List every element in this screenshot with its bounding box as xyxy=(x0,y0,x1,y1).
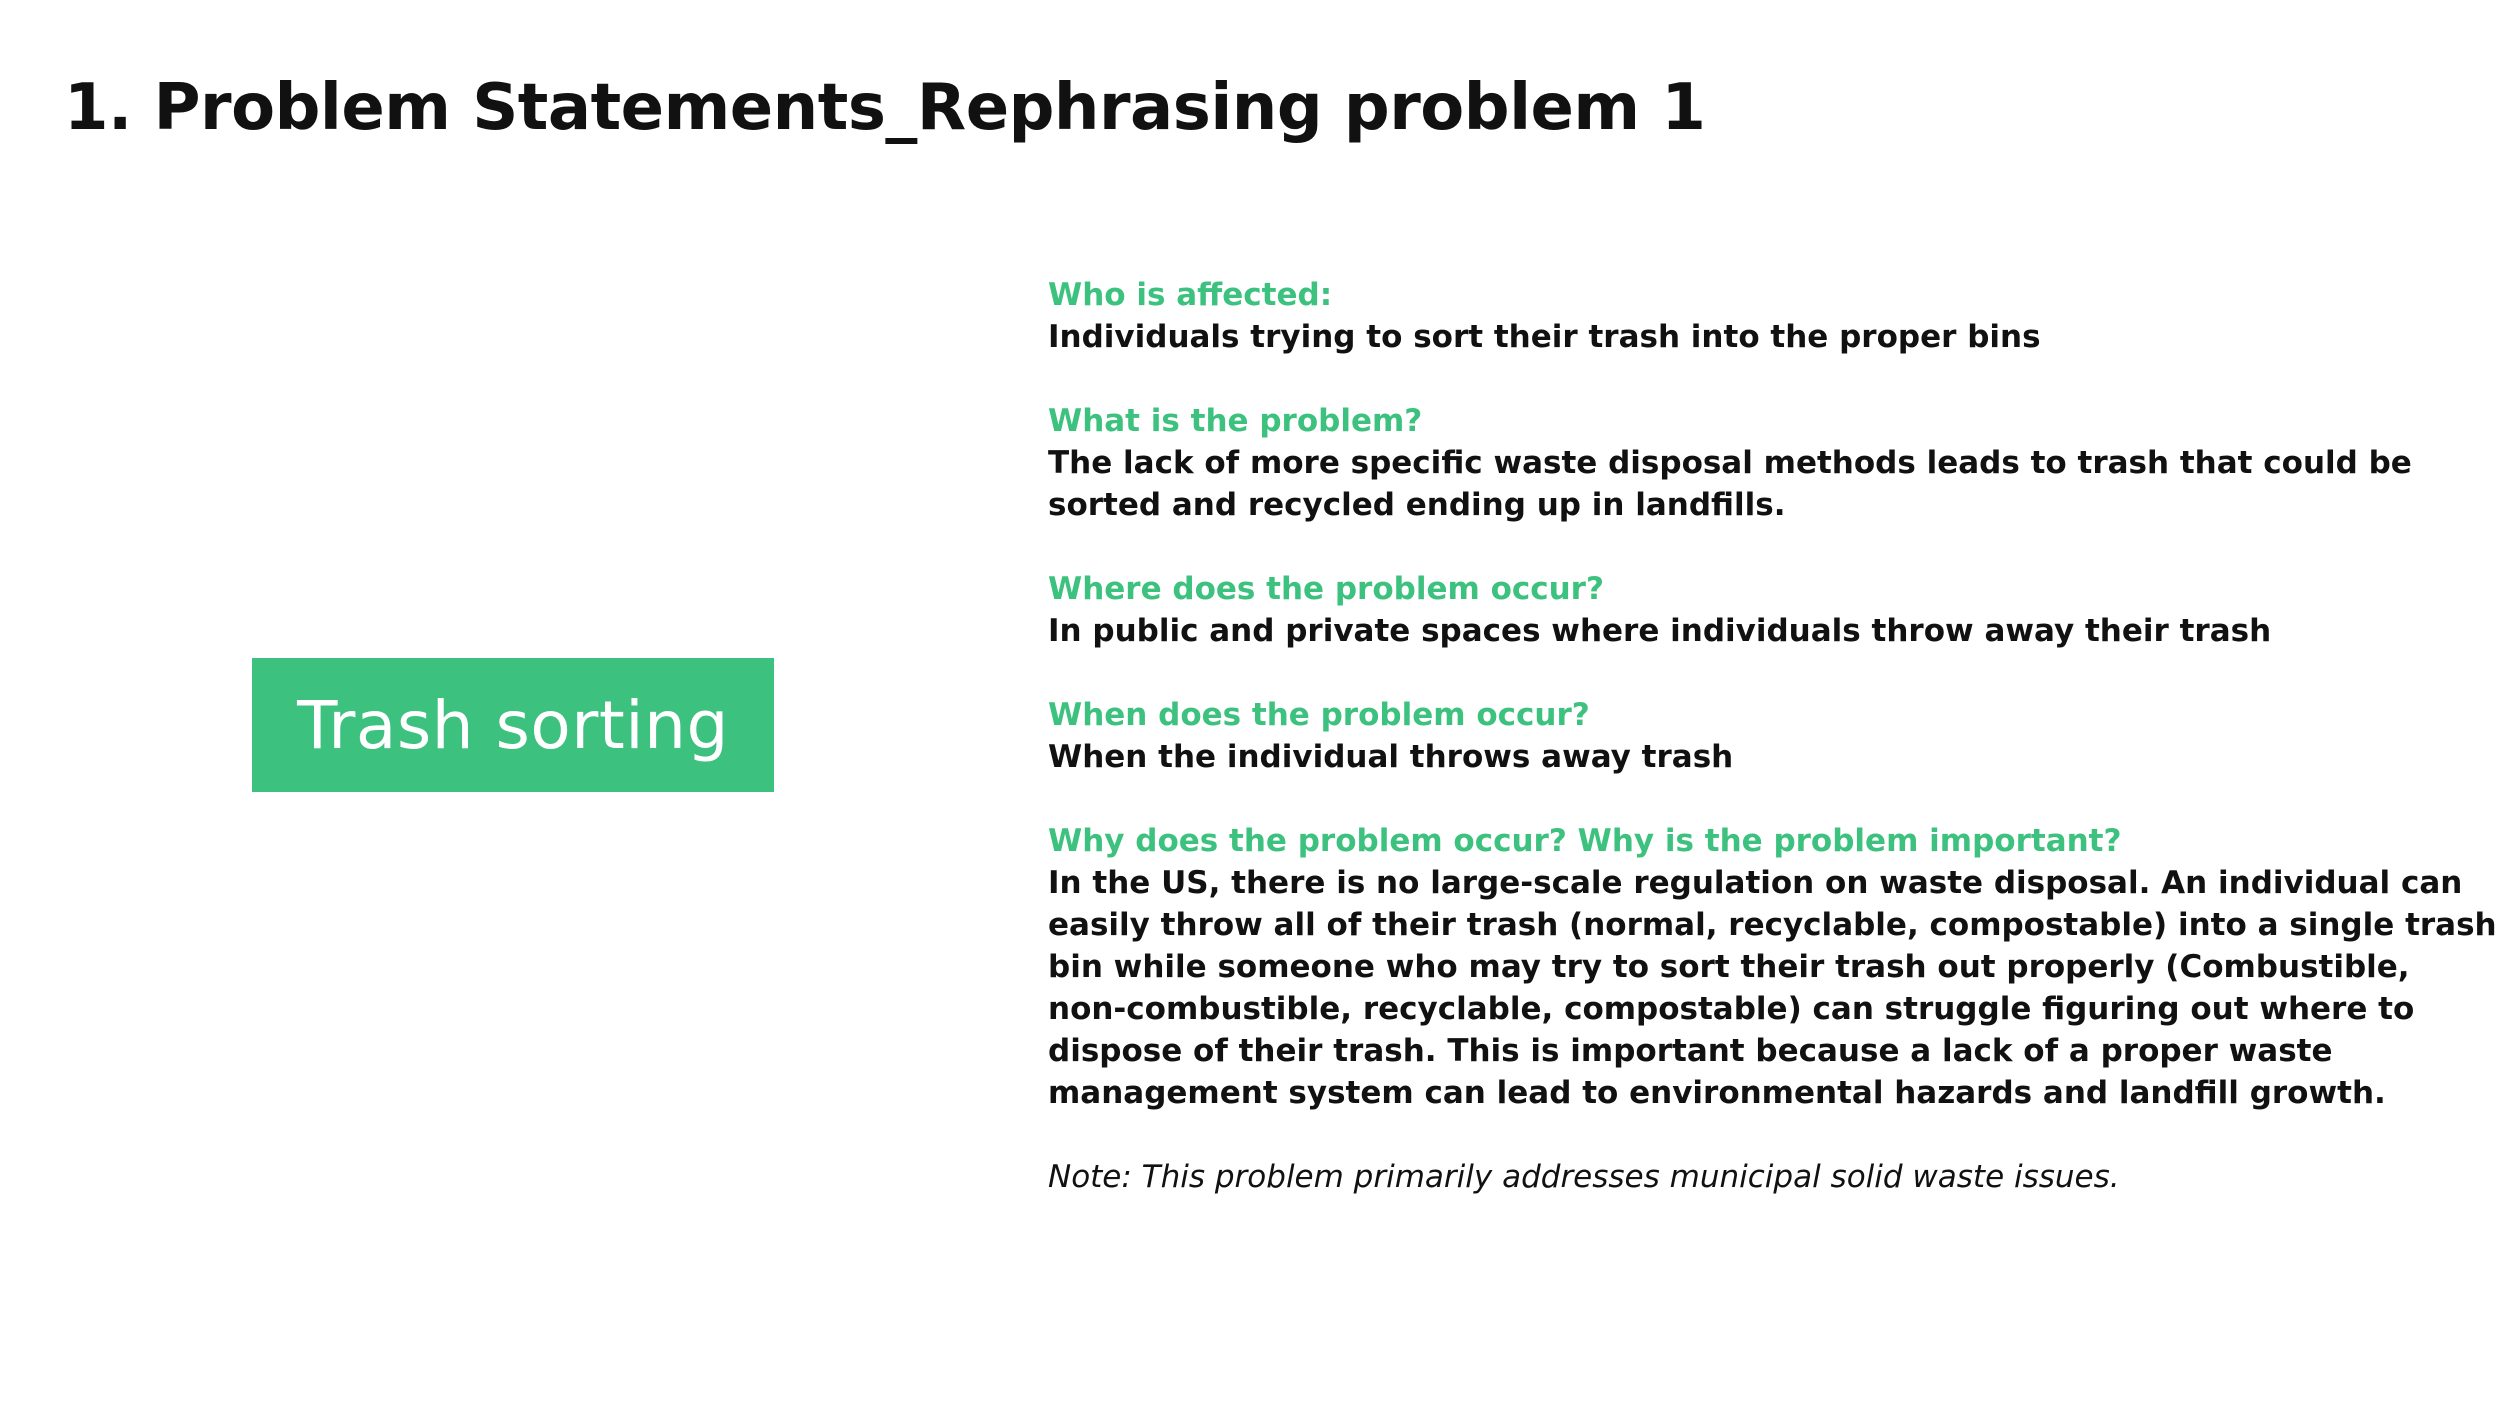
section-answer xyxy=(1048,316,2408,358)
topic-label: Trash sorting xyxy=(297,686,729,764)
section-answer xyxy=(1048,610,2408,652)
section-question: Why does the problem occur? Why is the problem important? xyxy=(1048,823,2122,859)
section-question: What is the problem? xyxy=(1048,403,1423,439)
answer-line: bin while someone who may try to sort their trash out properly (Combustible, xyxy=(1048,949,2410,985)
answer-line: dispose of their trash. This is important because a lack of a proper waste xyxy=(1048,1033,2333,1069)
section-what-problem xyxy=(1048,400,2412,526)
section-why-occur xyxy=(1048,820,2497,1114)
answer-line: In public and private spaces where individuals throw away their trash xyxy=(1048,613,2272,649)
section-when-occur xyxy=(1048,694,2408,778)
section-answer xyxy=(1048,442,2412,526)
answer-line: sorted and recycled ending up in landfills. xyxy=(1048,487,1786,523)
section-answer xyxy=(1048,736,2408,778)
section-question: Who is affected: xyxy=(1048,277,1333,313)
section-question: Where does the problem occur? xyxy=(1048,571,1604,607)
answer-line: management system can lead to environmental hazards and landfill growth. xyxy=(1048,1075,2386,1111)
topic-box xyxy=(252,658,774,792)
answer-line: In the US, there is no large-scale regulation on waste disposal. An individual can xyxy=(1048,865,2463,901)
answer-line: When the individual throws away trash xyxy=(1048,739,1734,775)
answer-line: The lack of more specific waste disposal methods leads to trash that could be xyxy=(1048,445,2412,481)
section-question: When does the problem occur? xyxy=(1048,697,1590,733)
section-answer xyxy=(1048,862,2497,1114)
slide-title: 1. Problem Statements_Rephrasing problem 1 xyxy=(64,71,1706,145)
answer-line: Individuals trying to sort their trash into the proper bins xyxy=(1048,319,2041,355)
section-where-occur xyxy=(1048,568,2408,652)
section-who-affected xyxy=(1048,274,2408,358)
answer-line: easily throw all of their trash (normal, recyclable, compostable) into a single trash xyxy=(1048,907,2497,943)
answer-line: non-combustible, recyclable, compostable) can struggle figuring out where to xyxy=(1048,991,2415,1027)
problem-statement-content xyxy=(1048,274,2497,1198)
note-text: Note: This problem primarily addresses municipal solid waste issues. xyxy=(1048,1159,2120,1195)
